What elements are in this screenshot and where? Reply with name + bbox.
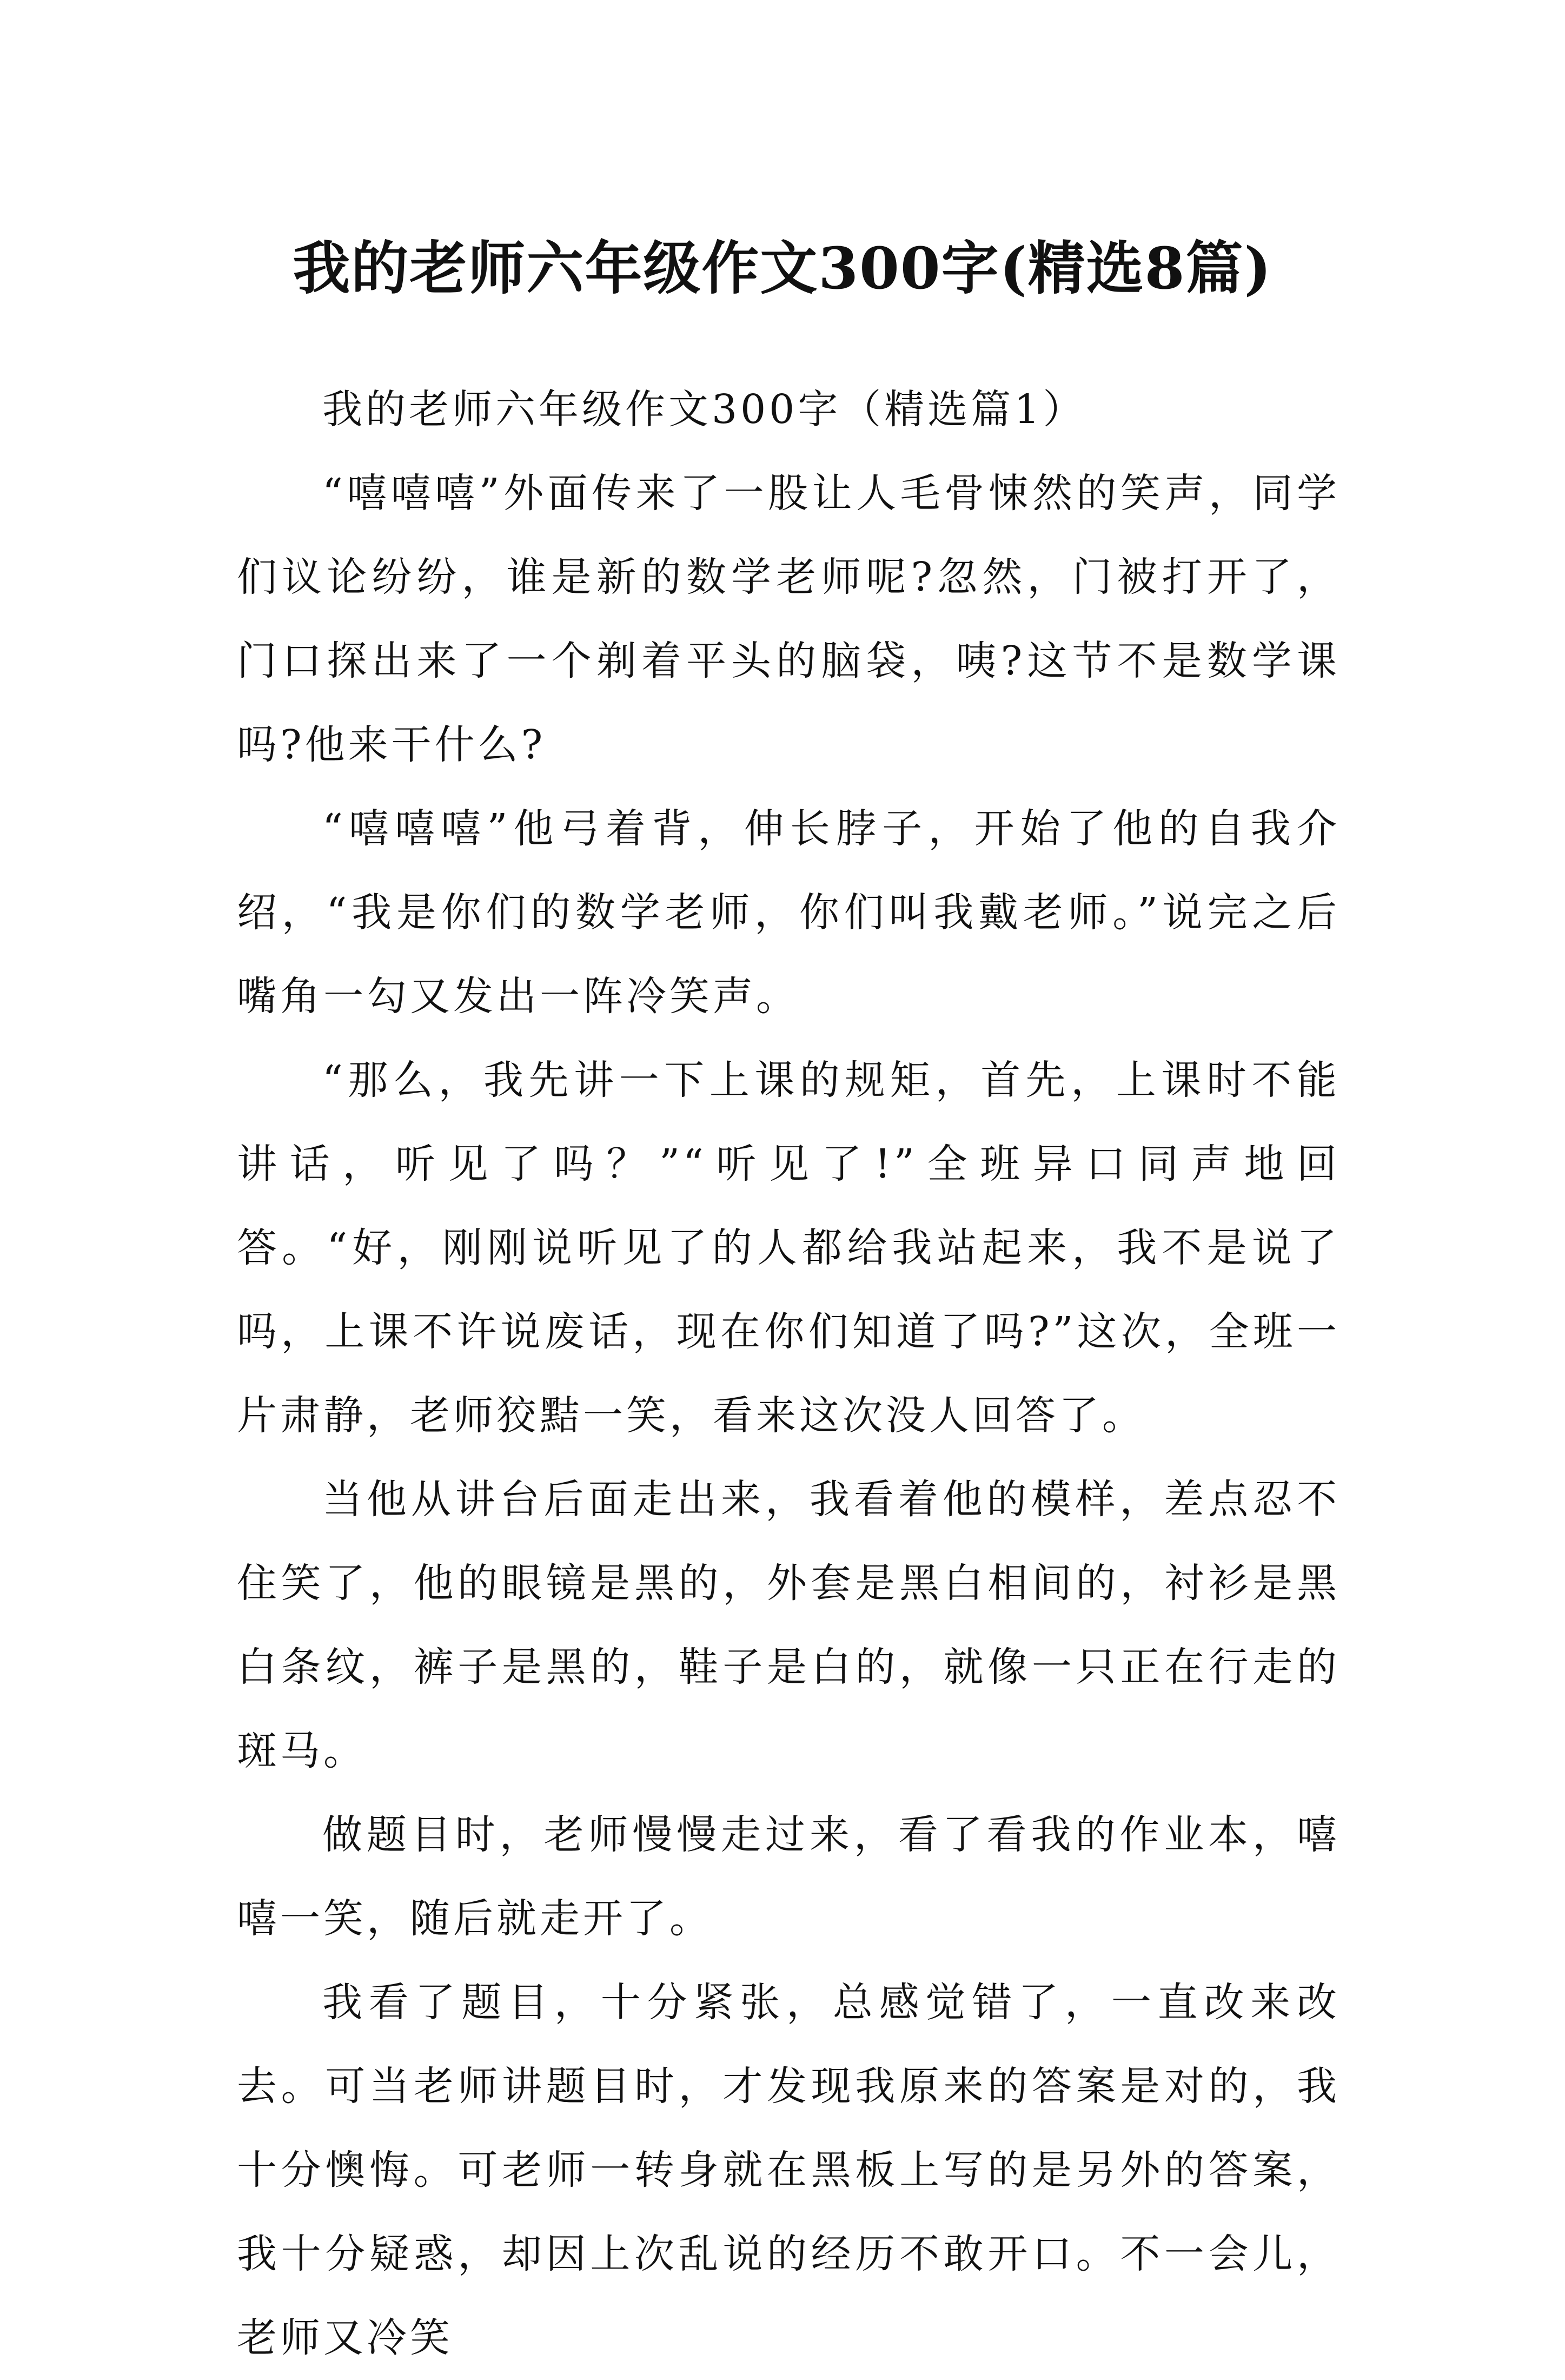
paragraph: “那么，我先讲一下上课的规矩，首先，上课时不能讲话，听见了吗？”“听见了!”全班异口同声地回答。“好，刚刚说听见了的人都给我站起来，我不是说了吗，上课不许说废话，现在你们知道了吗?”这次，全班一片肃静，老师狡黠一笑，看来这次没人回答了。 — [237, 1057, 1340, 1439]
paragraph: “嘻嘻嘻”他弓着背，伸长脖子，开始了他的自我介绍，“我是你们的数学老师，你们叫我戴老师。”说完之后嘴角一勾又发出一阵冷笑声。 — [237, 805, 1340, 1020]
paragraph: 我看了题目，十分紧张，总感觉错了，一直改来改去。可当老师讲题目时，才发现我原来的答案是对的，我十分懊悔。可老师一转身就在黑板上写的是另外的答案，我十分疑惑，却因上次乱说的经历不敢开口。不一会儿，老师又冷笑 — [237, 1979, 1340, 2361]
document-title: 我的老师六年级作文300字(精选8篇) — [293, 234, 1272, 302]
paragraph: 当他从讲台后面走出来，我看着他的模样，差点忍不住笑了，他的眼镜是黑的，外套是黑白相间的，衬衫是黑白条纹，裤子是黑的，鞋子是白的，就像一只正在行走的斑马。 — [237, 1476, 1340, 1774]
document-body — [237, 368, 1340, 2380]
paragraph: 做题目时，老师慢慢走过来，看了看我的作业本，嘻嘻一笑，随后就走开了。 — [237, 1812, 1340, 1942]
section-heading: 我的老师六年级作文300字（精选篇1） — [322, 386, 1086, 433]
paragraph: “嘻嘻嘻”外面传来了一股让人毛骨悚然的笑声，同学们议论纷纷，谁是新的数学老师呢?忽然，门被打开了，门口探出来了一个剃着平头的脑袋，咦?这节不是数学课吗?他来干什么? — [237, 470, 1340, 768]
